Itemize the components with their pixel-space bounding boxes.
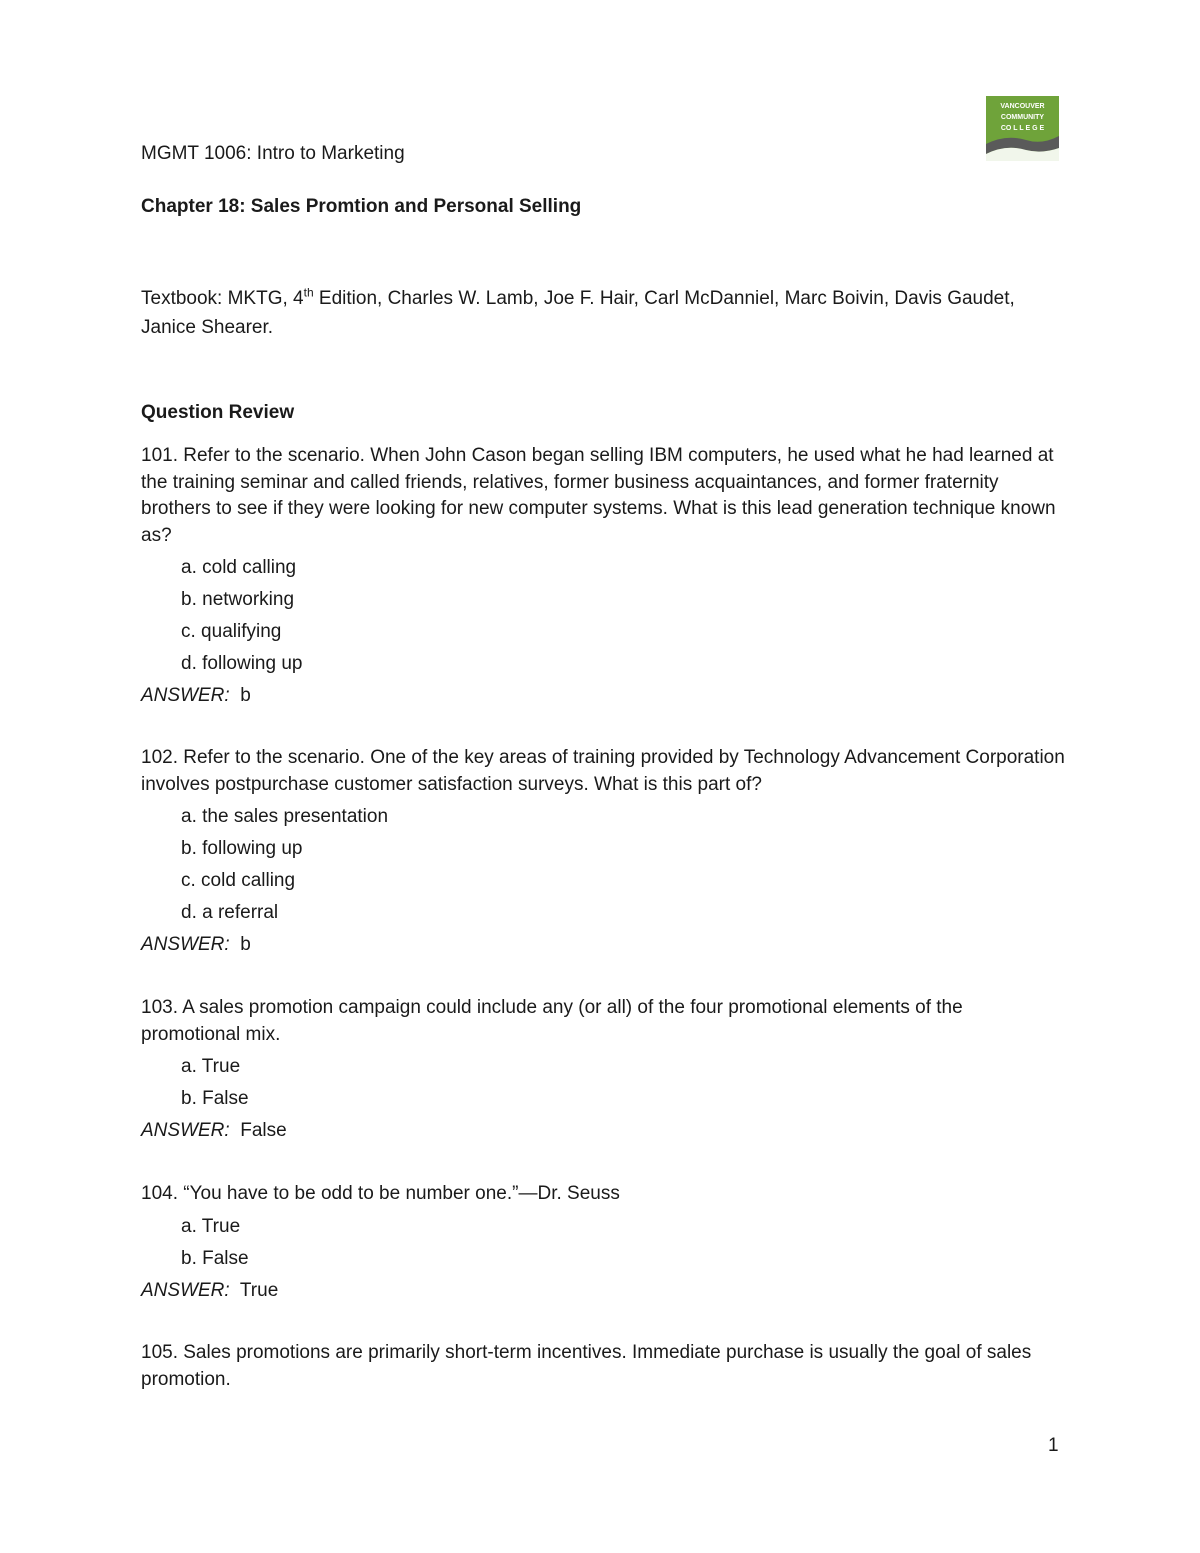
option-item: b. False: [181, 1088, 249, 1109]
question-102: [141, 745, 1066, 960]
question-text: 101. Refer to the scenario. When John Cason began selling IBM computers, he used what he had learned at the training seminar and called friends, relatives, former business acquaintances, and former fraternity brothers to see if they were looking for new computer systems. What is this lead generation technique known as?: [141, 445, 1056, 546]
course-title: MGMT 1006: Intro to Marketing: [141, 143, 405, 164]
svg-text:COMMUNITY: COMMUNITY: [1000, 114, 1045, 121]
option-list: [141, 553, 1066, 681]
question-text: 102. Refer to the scenario. One of the key areas of training provided by Technology Advancement Corporation involves postpurchase customer satisfaction surveys. What is this part of?: [141, 747, 1065, 795]
answer-label: ANSWER:: [141, 1279, 230, 1301]
textbook-details: Edition, Charles W. Lamb, Joe F. Hair, Carl McDanniel, Marc Boivin, Davis Gaudet, Janice Shearer.: [141, 288, 1015, 338]
answer-line: [141, 930, 1066, 960]
answer-line: [141, 1116, 1066, 1146]
answer-value: False: [240, 1120, 287, 1141]
answer-value: b: [240, 934, 251, 955]
answer-label: ANSWER:: [141, 934, 230, 955]
option-item: a. the sales presentation: [181, 806, 389, 827]
question-101: [141, 443, 1066, 711]
option-item: a. cold calling: [181, 557, 297, 578]
answer-label: ANSWER:: [141, 685, 230, 706]
edition-superscript: th: [303, 285, 314, 300]
vancouver-community-college-logo: [986, 96, 1059, 161]
option-item: d. following up: [181, 653, 303, 674]
question-103: [141, 995, 1066, 1146]
chapter-title: Chapter 18: Sales Promtion and Personal Selling: [141, 196, 582, 217]
svg-text:CO L L E G E: CO L L E G E: [1000, 125, 1045, 132]
textbook-reference: [141, 284, 1061, 342]
svg-text:VANCOUVER: VANCOUVER: [1000, 103, 1045, 110]
option-item: a. True: [181, 1056, 241, 1077]
answer-value: b: [240, 685, 251, 706]
textbook-prefix: Textbook: MKTG, 4: [141, 288, 304, 309]
question-text: 105. Sales promotions are primarily short-term incentives. Immediate purchase is usually the goal of sales promotion.: [141, 1342, 1032, 1390]
page-number: 1: [1048, 1435, 1059, 1456]
option-item: c. cold calling: [181, 870, 296, 891]
section-heading: Question Review: [141, 402, 295, 423]
answer-line: [141, 681, 1066, 711]
option-item: c. qualifying: [181, 621, 282, 642]
option-item: d. a referral: [181, 902, 279, 923]
option-item: b. networking: [181, 589, 295, 610]
option-item: b. False: [181, 1247, 249, 1269]
option-list: [141, 802, 1066, 930]
option-item: b. following up: [181, 838, 303, 859]
option-list: [141, 1052, 1066, 1116]
question-text: 104. “You have to be odd to be number one.”—Dr. Seuss: [141, 1183, 620, 1204]
answer-line: [141, 1276, 1066, 1306]
question-104: [141, 1181, 1066, 1306]
answer-label: ANSWER:: [141, 1120, 230, 1141]
option-list: [141, 1212, 1066, 1276]
option-item: a. True: [181, 1215, 241, 1237]
answer-value: True: [239, 1279, 279, 1301]
question-105: [141, 1340, 1066, 1393]
question-text: 103. A sales promotion campaign could include any (or all) of the four promotional elements of the promotional mix.: [141, 997, 963, 1045]
